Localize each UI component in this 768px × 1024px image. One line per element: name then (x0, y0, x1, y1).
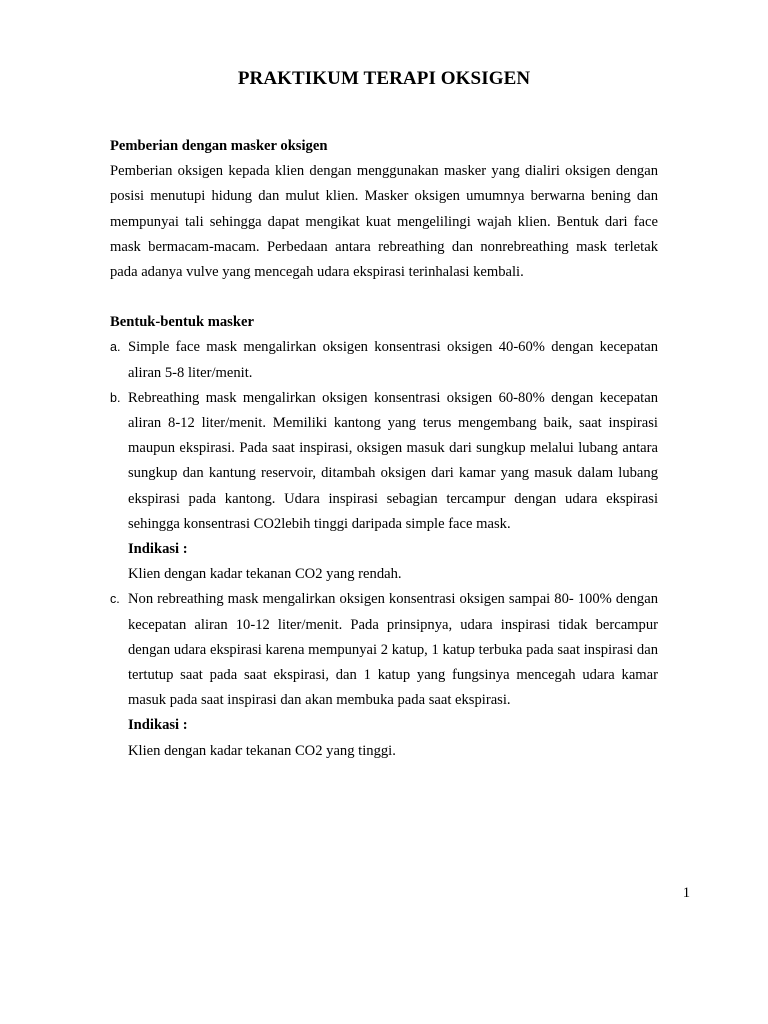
section-heading-masker-oksigen: Pemberian dengan masker oksigen (110, 138, 328, 154)
list-item-text: Simple face mask mengalirkan oksigen konsentrasi oksigen 40-60% dengan kecepatan aliran 5-8 liter/menit. (128, 339, 658, 381)
section-heading-bentuk-masker: Bentuk-bentuk masker (110, 314, 254, 331)
section-spacer (110, 285, 658, 310)
list-item-simple-face-mask (110, 335, 658, 385)
section-paragraph-masker-oksigen: Pemberian oksigen kepada klien dengan menggunakan masker yang dialiri oksigen dengan posisi menutupi hidung dan mulut klien. Masker oksigen umumnya berwarna bening dan mempunyai tali sehingga dapat mengikat kuat mengelilingi wajah klien. Bentuk dari face mask bermacam-macam. Perbedaan antara rebreathing dan nonrebreathing mask terletak pada adanya vulve yang mencegah udara ekspirasi terinhalasi kembali. (110, 163, 658, 281)
list-marker: c. (110, 592, 120, 607)
list-item-text: Rebreathing mask mengalirkan oksigen konsentrasi oksigen 60-80% dengan kecepatan aliran 8-12 liter/menit. Memiliki kantong yang terus mengembang baik, saat inspirasi maupun ekspirasi. Pada saat inspirasi, oksigen masuk dari sungkup melalui lubang antara sungkup dan kantung reservoir, ditambah oksigen dari kamar yang masuk dalam lubang ekspirasi pada kantong. Udara inspirasi sebagian tercampur dengan udara ekspirasi sehingga konsentrasi CO2lebih tinggi daripada simple face mask. (128, 389, 658, 532)
indication-text: Klien dengan kadar tekanan CO2 yang rendah. (128, 566, 402, 583)
list-marker: a. (110, 340, 121, 355)
list-marker: b. (110, 390, 121, 405)
page-number: 1 (682, 885, 690, 901)
list-item-rebreathing-mask (110, 386, 658, 588)
document-body (110, 134, 658, 764)
indication-label: Indikasi : (128, 541, 188, 558)
indication-text: Klien dengan kadar tekanan CO2 yang tinggi. (128, 742, 396, 759)
indication-label: Indikasi : (128, 717, 188, 734)
list-item-non-rebreathing-mask (110, 587, 658, 763)
page-title: PRAKTIKUM TERAPI OKSIGEN (237, 68, 531, 89)
list-item-text: Non rebreathing mask mengalirkan oksigen konsentrasi oksigen sampai 80- 100% dengan kecepatan aliran 10-12 liter/menit. Pada prinsipnya, udara inspirasi tidak bercampur dengan udara ekspirasi karena mempunyai 2 katup, 1 katup terbuka pada saat inspirasi dan tertutup saat pada saat ekspirasi, dan 1 katup yang fungsinya mencegah udara kamar masuk pada saat inspirasi dan akan membuka pada saat ekspirasi. (128, 591, 658, 709)
